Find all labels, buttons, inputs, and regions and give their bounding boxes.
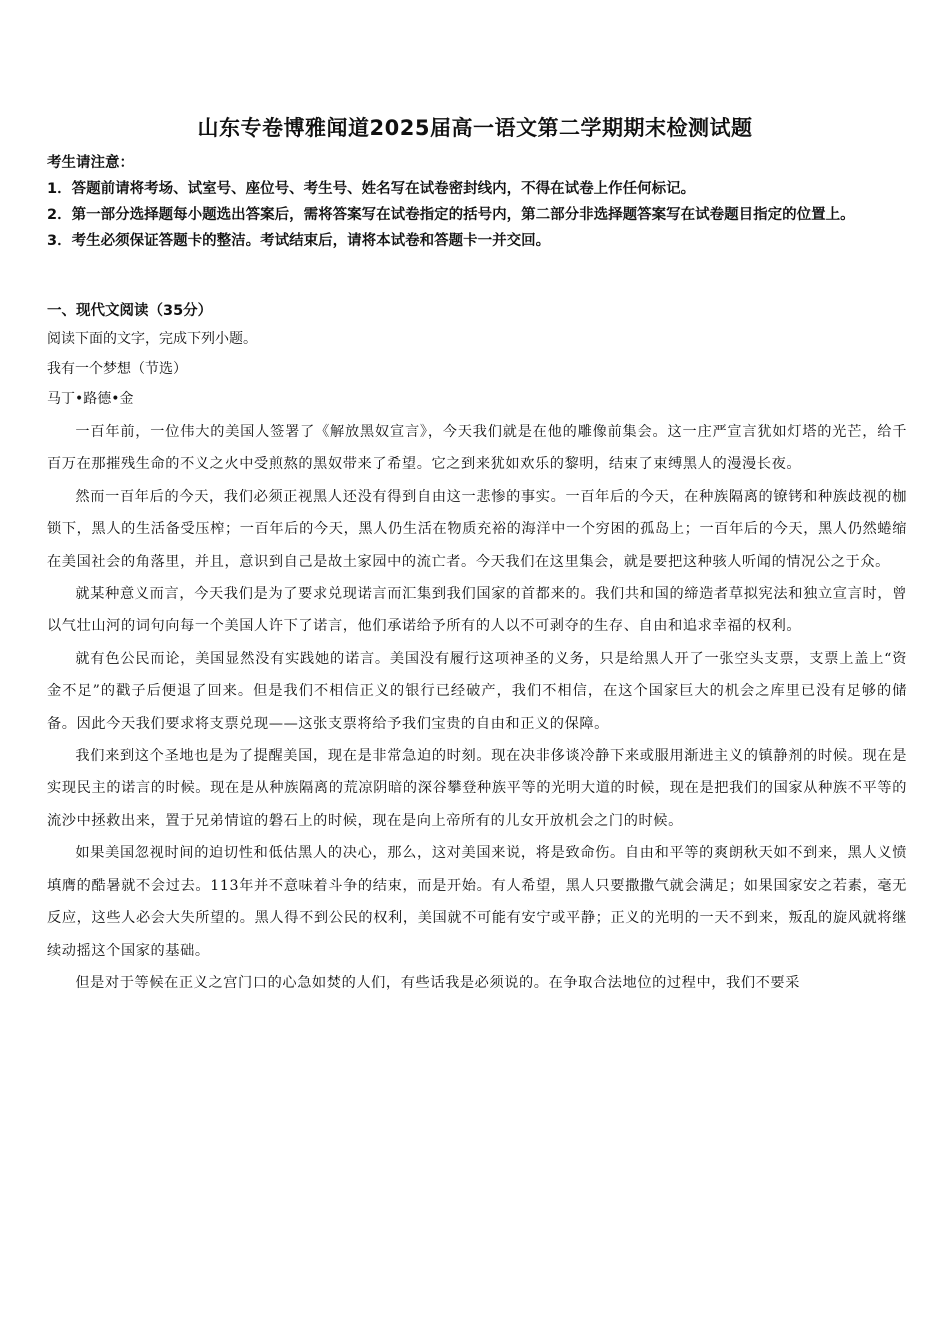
article-body bbox=[47, 416, 907, 999]
article-paragraph: 如果美国忽视时间的迫切性和低估黑人的决心，那么，这对美国来说，将是致命伤。自由和平等的爽朗秋天如不到来，黑人义愤填膺的酷暑就不会过去。113年并不意味着斗争的结束，而是开始。有人希望，黑人只要撒撒气就会满足；如果国家安之若素，毫无反应，这些人必会大失所望的。黑人得不到公民的权利，美国就不可能有安宁或平静；正义的光明的一天不到来，叛乱的旋风就将继续动摇这个国家的基础。 bbox=[47, 845, 907, 959]
exam-notice bbox=[47, 150, 907, 254]
article-author: 马丁•路德•金 bbox=[47, 391, 134, 407]
section-instruction: 阅读下面的文字，完成下列小题。 bbox=[47, 331, 257, 347]
section-heading: 一、现代文阅读（35分） bbox=[47, 303, 213, 319]
article-paragraph: 我们来到这个圣地也是为了提醒美国，现在是非常急迫的时刻。现在决非侈谈冷静下来或服用渐进主义的镇静剂的时候。现在是实现民主的诺言的时候。现在是从种族隔离的荒凉阴暗的深谷攀登种族平等的光明大道的时候，现在是把我们的国家从种族不平等的流沙中拯救出来，置于兄弟情谊的磐石上的时候，现在是向上帝所有的儿女开放机会之门的时候。 bbox=[47, 748, 907, 829]
article-paragraph: 一百年前，一位伟大的美国人签署了《解放黑奴宣言》，今天我们就是在他的雕像前集会。这一庄严宣言犹如灯塔的光芒，给千百万在那摧残生命的不义之火中受煎熬的黑奴带来了希望。它之到来犹如欢乐的黎明，结束了束缚黑人的漫漫长夜。 bbox=[47, 424, 907, 473]
article-paragraph: 就有色公民而论，美国显然没有实践她的诺言。美国没有履行这项神圣的义务，只是给黑人开了一张空头支票，支票上盖上“资金不足”的戳子后便退了回来。但是我们不相信正义的银行已经破产，我们不相信，在这个国家巨大的机会之库里已没有足够的储备。因此今天我们要求将支票兑现——这张支票将给予我们宝贵的自由和正义的保障。 bbox=[47, 650, 907, 732]
article-paragraph: 但是对于等候在正义之宫门口的心急如焚的人们，有些话我是必须说的。在争取合法地位的过程中，我们不要采 bbox=[75, 974, 800, 991]
reading-section bbox=[47, 298, 907, 999]
notice-item: 2．第一部分选择题每小题选出答案后，需将答案写在试卷指定的括号内，第二部分非选择题答案写在试卷题目指定的位置上。 bbox=[47, 207, 855, 223]
notice-item: 3．考生必须保证答题卡的整洁。考试结束后，请将本试卷和答题卡一并交回。 bbox=[47, 233, 551, 249]
notice-item: 1．答题前请将考场、试室号、座位号、考生号、姓名写在试卷密封线内，不得在试卷上作任何标记。 bbox=[47, 181, 696, 197]
article-paragraph: 然而一百年后的今天，我们必须正视黑人还没有得到自由这一悲惨的事实。一百年后的今天，在种族隔离的镣铐和种族歧视的枷锁下，黑人的生活备受压榨；一百年后的今天，黑人仍生活在物质充裕的海洋中一个穷困的孤岛上；一百年后的今天，黑人仍然蜷缩在美国社会的角落里，并且，意识到自己是故土家园中的流亡者。今天我们在这里集会，就是要把这种骇人听闻的情况公之于众。 bbox=[47, 488, 907, 570]
article-title: 我有一个梦想（节选） bbox=[47, 361, 187, 377]
article-paragraph: 就某种意义而言，今天我们是为了要求兑现诺言而汇集到我们国家的首都来的。我们共和国的缔造者草拟宪法和独立宣言时，曾以气壮山河的词句向每一个美国人许下了诺言，他们承诺给予所有的人以不可剥夺的生存、自由和追求幸福的权利。 bbox=[47, 586, 907, 635]
notice-heading: 考生请注意： bbox=[47, 155, 134, 171]
page-title: 山东专卷博雅闻道2025届高一语文第二学期期末检测试题 bbox=[197, 116, 753, 140]
